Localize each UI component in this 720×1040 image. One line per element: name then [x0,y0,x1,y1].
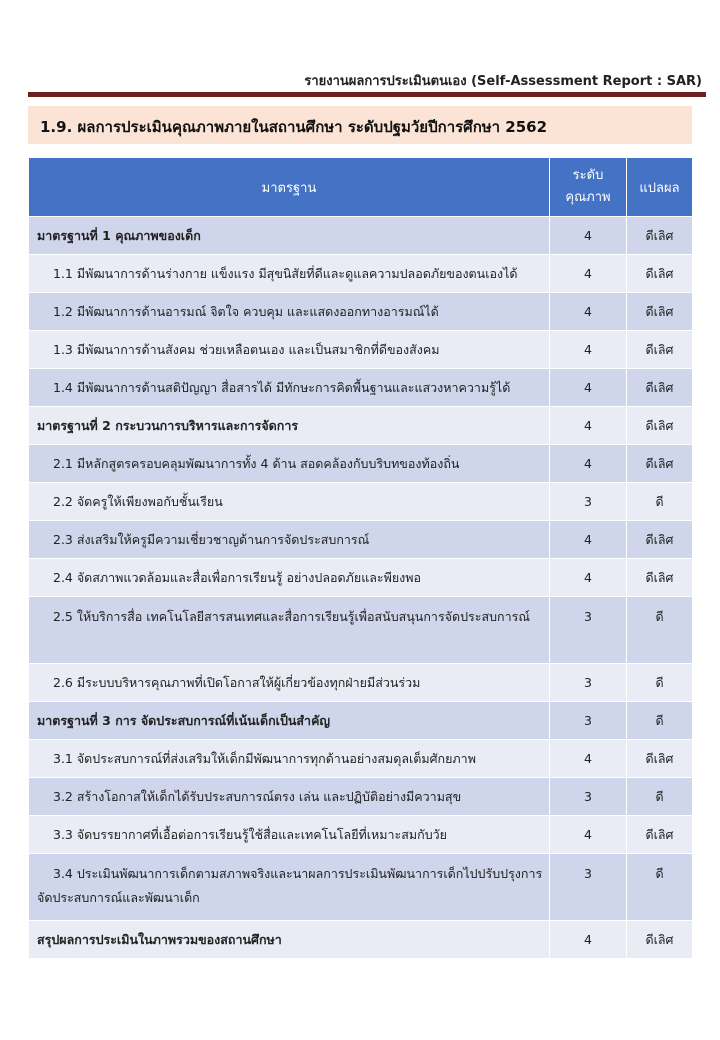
quality-level: 4 [550,445,627,483]
indicator-name: 2.3 ส่งเสริมให้ครูมีความเชี่ยวชาญด้านการจัดประสบการณ์ [29,521,550,559]
interpretation: ดี [627,702,693,740]
quality-level: 4 [550,559,627,597]
quality-level: 3 [550,664,627,702]
quality-level: 4 [550,521,627,559]
quality-level: 4 [550,921,627,959]
quality-level: 3 [550,597,627,664]
header-divider [28,92,706,97]
quality-level: 4 [550,369,627,407]
column-header-interpretation: แปลผล [627,158,693,217]
interpretation: ดีเลิศ [627,445,693,483]
quality-level: 3 [550,483,627,521]
table-row [29,854,693,921]
table-row [29,559,693,597]
interpretation: ดี [627,664,693,702]
table-row [29,407,693,445]
interpretation: ดีเลิศ [627,293,693,331]
table-row [29,921,693,959]
indicator-name: 1.2 มีพัฒนาการด้านอารมณ์ จิตใจ ควบคุม และแสดงออกทางอารมณ์ได้ [29,293,550,331]
table-row [29,483,693,521]
interpretation: ดีเลิศ [627,921,693,959]
column-header-standard: มาตรฐาน [29,158,550,217]
table-row [29,293,693,331]
indicator-name: 1.4 มีพัฒนาการด้านสติปัญญา สื่อสารได้ มีทักษะการคิดพื้นฐานและแสวงหาความรู้ได้ [29,369,550,407]
indicator-name: 3.3 จัดบรรยากาศที่เอื้อต่อการเรียนรู้ใช้สื่อและเทคโนโลยีที่เหมาะสมกับวัย [29,816,550,854]
interpretation: ดีเลิศ [627,816,693,854]
table-row [29,816,693,854]
indicator-name: 1.3 มีพัฒนาการด้านสังคม ช่วยเหลือตนเอง และเป็นสมาชิกที่ดีของสังคม [29,331,550,369]
quality-level: 3 [550,778,627,816]
standard-name: มาตรฐานที่ 3 การ จัดประสบการณ์ที่เน้นเด็กเป็นสำคัญ [29,702,550,740]
interpretation: ดีเลิศ [627,217,693,255]
table-row [29,740,693,778]
standard-name: มาตรฐานที่ 1 คุณภาพของเด็ก [29,217,550,255]
table-row [29,217,693,255]
quality-level: 4 [550,816,627,854]
indicator-name: 2.5 ให้บริการสื่อ เทคโนโลยีสารสนเทศและสื่อการเรียนรู้เพื่อสนับสนุนการจัดประสบการณ์ [29,597,550,664]
quality-level: 4 [550,331,627,369]
quality-level: 4 [550,293,627,331]
table-row [29,597,693,664]
indicator-name: 2.6 มีระบบบริหารคุณภาพที่เปิดโอกาสให้ผู้เกี่ยวข้องทุกฝ่ายมีส่วนร่วม [29,664,550,702]
table-row [29,664,693,702]
indicator-name: 1.1 มีพัฒนาการด้านร่างกาย แข็งแรง มีสุขนิสัยที่ดีและดูแลความปลอดภัยของตนเองได้ [29,255,550,293]
table-row [29,778,693,816]
quality-level: 4 [550,407,627,445]
table-header-row [29,158,693,217]
table-row [29,702,693,740]
interpretation: ดีเลิศ [627,521,693,559]
interpretation: ดี [627,483,693,521]
table-row [29,369,693,407]
interpretation: ดีเลิศ [627,255,693,293]
table-row [29,331,693,369]
interpretation: ดีเลิศ [627,407,693,445]
interpretation: ดีเลิศ [627,369,693,407]
interpretation: ดี [627,854,693,921]
interpretation: ดี [627,597,693,664]
interpretation: ดีเลิศ [627,559,693,597]
indicator-name: 2.2 จัดครูให้เพียงพอกับชั้นเรียน [29,483,550,521]
standard-name: มาตรฐานที่ 2 กระบวนการบริหารและการจัดการ [29,407,550,445]
report-header-title: รายงานผลการประเมินตนเอง (Self-Assessment Report : SAR) [304,74,702,89]
table-row [29,445,693,483]
section-title: 1.9. ผลการประเมินคุณภาพภายในสถานศึกษา ระดับปฐมวัยปีการศึกษา 2562 [28,106,692,144]
assessment-table [28,157,693,959]
interpretation: ดี [627,778,693,816]
indicator-name: 2.1 มีหลักสูตรครอบคลุมพัฒนาการทั้ง 4 ด้าน สอดคล้องกับบริบทของท้องถิ่น [29,445,550,483]
quality-level: 4 [550,255,627,293]
interpretation: ดีเลิศ [627,740,693,778]
interpretation: ดีเลิศ [627,331,693,369]
indicator-name: 3.2 สร้างโอกาสให้เด็กได้รับประสบการณ์ตรง เล่น และปฏิบัติอย่างมีความสุข [29,778,550,816]
table-row [29,255,693,293]
indicator-name: 3.1 จัดประสบการณ์ที่ส่งเสริมให้เด็กมีพัฒนาการทุกด้านอย่างสมดุลเต็มศักยภาพ [29,740,550,778]
quality-level: 4 [550,217,627,255]
indicator-name: 3.4 ประเมินพัฒนาการเด็กตามสภาพจริงและนาผลการประเมินพัฒนาการเด็กไปปรับปรุงการจัดประสบการณ์และพัฒนาเด็ก [29,854,550,921]
column-header-quality-level: ระดับ คุณภาพ [550,158,627,217]
indicator-name: 2.4 จัดสภาพแวดล้อมและสื่อเพื่อการเรียนรู้ อย่างปลอดภัยและพียงพอ [29,559,550,597]
quality-level: 3 [550,854,627,921]
summary-name: สรุปผลการประเมินในภาพรวมของสถานศึกษา [29,921,550,959]
quality-level: 4 [550,740,627,778]
quality-level: 3 [550,702,627,740]
table-row [29,521,693,559]
